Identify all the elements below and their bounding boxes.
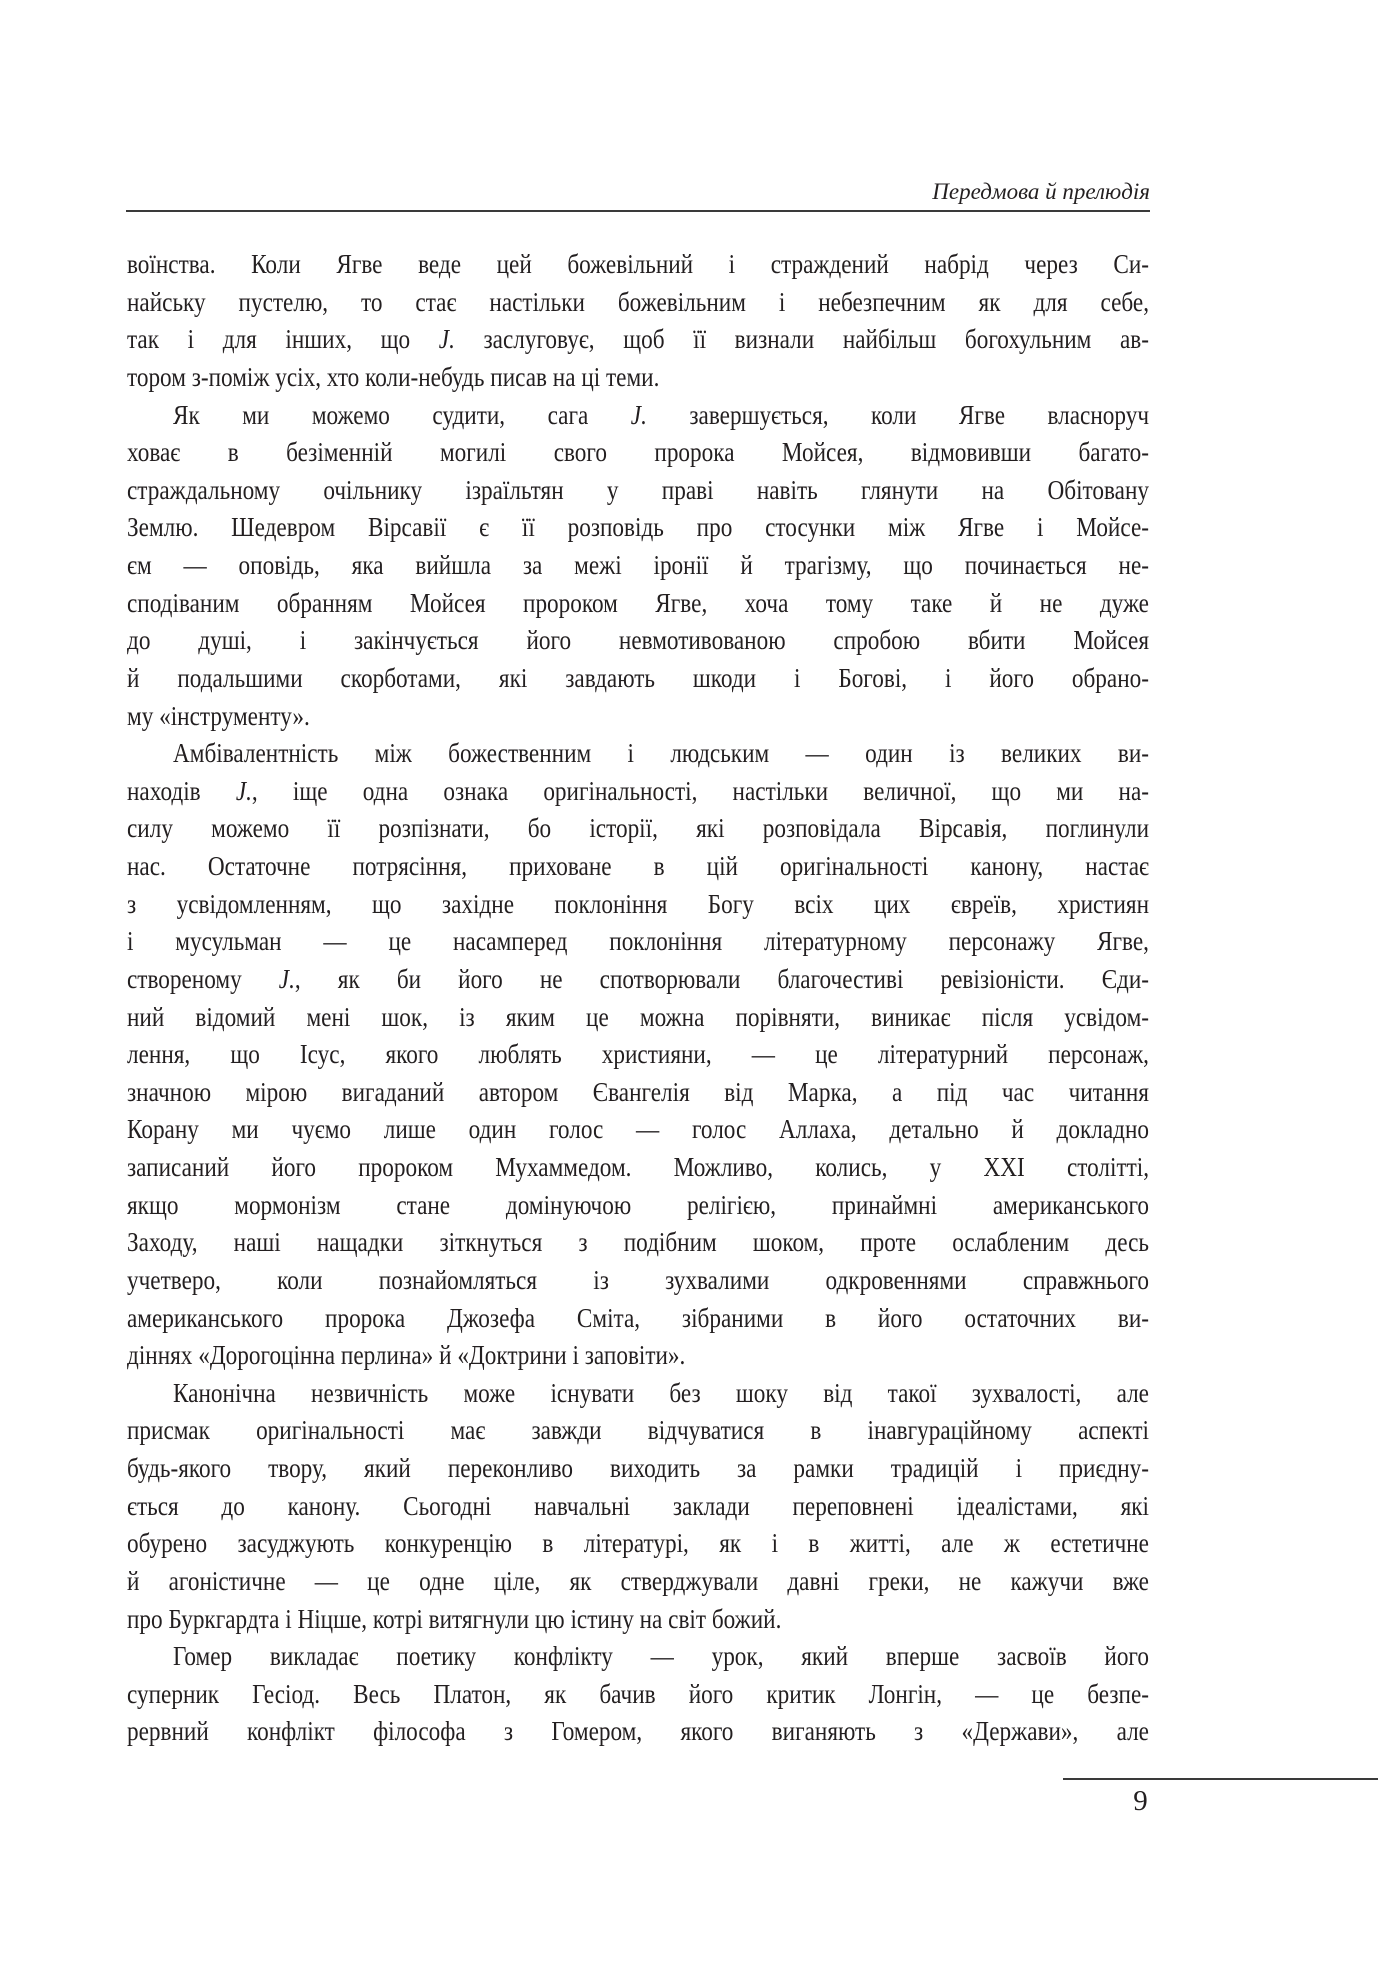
text-segment: воїнства. Коли Ягве веде цей божевільний і страждений набрід через Си- [127, 249, 1149, 279]
text-line [127, 698, 1149, 736]
line-content [127, 810, 1149, 848]
text-segment: суперник Гесіод. Весь Платон, як бачив його критик Лонгін, — це безпе- [127, 1678, 1149, 1709]
text-segment: найську пустелю, то стає настільки божевільним і небезпечним як для себе, [127, 286, 1149, 317]
line-content [127, 1149, 1149, 1187]
line-content [127, 1337, 685, 1375]
text-segment: до душі, і закінчується його невмотивованою спробою вбити Мойсея [127, 625, 1149, 656]
text-segment: рервний конфлікт філософа з Гомером, якого виганяють з «Держави», але [127, 1716, 1149, 1747]
text-line [127, 284, 1149, 322]
paragraph-first-line [127, 1638, 1149, 1676]
text-line [127, 1187, 1149, 1225]
line-content [127, 773, 1149, 811]
text-segment: силу можемо її розпізнати, бо історії, які розповідала Вірсавія, поглинули [127, 813, 1149, 844]
text-line [127, 1337, 1149, 1375]
text-segment: Корану ми чуємо лише один голос — голос Аллаха, детально й докладно [127, 1114, 1149, 1145]
text-segment: значною мірою вигаданий автором Євангелія від Марка, а під час читання [127, 1076, 1149, 1107]
line-content [127, 1300, 1149, 1338]
text-line [127, 434, 1149, 472]
text-line [127, 472, 1149, 510]
text-line [127, 660, 1149, 698]
text-segment: й подальшими скорботами, які завдають шкоди і Богові, і його обрано- [127, 662, 1149, 693]
text-segment: лення, що Ісус, якого люблять християни, — це літературний персонаж, [127, 1039, 1149, 1070]
author-siglum: J. [235, 775, 252, 806]
line-content [127, 1412, 1149, 1450]
text-line [127, 1450, 1149, 1488]
line-content [127, 1187, 1149, 1225]
text-segment: страждальному очільнику ізраїльтян у праві навіть глянути на Обітовану [127, 474, 1149, 505]
text-line [127, 1676, 1149, 1714]
text-segment: учетверо, коли познайомляться із зухвалими одкровеннями справжнього [127, 1264, 1149, 1295]
text-line [127, 1563, 1149, 1601]
text-segment: Гомер викладає поетику конфлікту — урок, який вперше засвоїв його [173, 1641, 1149, 1672]
text-segment: Канонічна незвичність може існувати без шоку від такої зухвалості, але [173, 1377, 1149, 1408]
text-segment: записаний його пророком Мухаммедом. Можливо, колись, у XXI столітті, [127, 1152, 1149, 1182]
line-content [127, 698, 310, 736]
text-segment: ний відомий мені шок, із яким це можна порівняти, виникає після усвідом- [127, 1001, 1149, 1032]
text-line [127, 1036, 1149, 1074]
line-content [127, 622, 1149, 660]
line-content [127, 1224, 1149, 1262]
text-line [127, 999, 1149, 1037]
line-content [127, 923, 1149, 961]
line-content [127, 547, 1149, 585]
author-siglum: J. [278, 963, 295, 994]
text-line [127, 321, 1149, 359]
text-segment: заслуговує, щоб її визнали найбільш богохульним ав- [454, 324, 1149, 355]
line-content [127, 321, 1149, 359]
text-line [127, 923, 1149, 961]
line-content [173, 735, 1149, 773]
text-segment: з усвідомленням, що західне поклоніння Богу всіх цих євреїв, християн [127, 888, 1149, 919]
text-segment: єм — оповідь, яка вийшла за межі іронії й трагізму, що починається не- [127, 550, 1149, 580]
text-line [127, 246, 1149, 284]
text-line [127, 359, 1149, 397]
author-siglum: J. [630, 399, 647, 430]
body-text [127, 246, 1149, 1751]
text-segment: му «інструменту». [127, 700, 310, 731]
line-content [127, 1036, 1149, 1074]
line-content [173, 1638, 1149, 1676]
header-rule [126, 210, 1150, 212]
text-line [127, 509, 1149, 547]
text-segment: так і для інших, що [127, 324, 439, 355]
text-segment: американського пророка Джозефа Сміта, зібраними в його остаточних ви- [127, 1302, 1149, 1333]
text-line [127, 1601, 1149, 1639]
text-line [127, 547, 1149, 585]
text-line [127, 1525, 1149, 1563]
text-line [127, 848, 1149, 886]
line-content [127, 509, 1149, 547]
line-content [127, 660, 1149, 698]
text-line [127, 773, 1149, 811]
text-line [127, 1224, 1149, 1262]
text-segment: находів [127, 775, 236, 806]
text-segment: ховає в безіменній могилі свого пророка Мойсея, відмовивши багато- [127, 437, 1149, 468]
line-content [127, 585, 1149, 623]
line-content [127, 472, 1149, 510]
text-segment: ється до канону. Сьогодні навчальні заклади переповнені ідеалістами, які [127, 1490, 1149, 1521]
text-line [127, 585, 1149, 623]
paragraph-first-line [127, 735, 1149, 773]
line-content [127, 1525, 1149, 1563]
line-content [127, 1074, 1149, 1112]
line-content [127, 848, 1149, 886]
line-content [127, 961, 1149, 999]
text-segment: завершується, коли Ягве власноруч [646, 399, 1149, 430]
text-line [127, 886, 1149, 924]
page-number: 9 [1133, 1785, 1148, 1817]
text-line [127, 1300, 1149, 1338]
line-content [127, 1563, 1149, 1601]
paragraph-first-line [127, 1375, 1149, 1413]
text-segment: присмак оригінальності має завжди відчуватися в інавгураційному аспекті [127, 1415, 1149, 1446]
text-line [127, 961, 1149, 999]
text-segment: будь-якого твору, який переконливо виходить за рамки традицій і приєдну- [127, 1453, 1149, 1483]
text-segment: сподіваним обранням Мойсея пророком Ягве, хоча тому таке й не дуже [127, 587, 1149, 618]
footer-rule [1063, 1778, 1378, 1780]
line-content [173, 397, 1149, 435]
text-line [127, 1074, 1149, 1112]
text-segment: обурено засуджують конкуренцію в літературі, як і в житті, але ж естетичне [127, 1528, 1149, 1559]
text-line [127, 1412, 1149, 1450]
text-line [127, 1149, 1149, 1187]
line-content [127, 246, 1149, 284]
text-segment: про Буркгардта і Ніцше, котрі витягнули цю істину на світ божий. [127, 1603, 782, 1634]
text-line [127, 1488, 1149, 1526]
text-segment: Як ми можемо судити, сага [173, 399, 631, 430]
paragraph-first-line [127, 397, 1149, 435]
text-segment: якщо мормонізм стане домінуючою релігією, принаймні американського [127, 1189, 1149, 1220]
text-segment: й агоністичне — це одне ціле, як стверджували давні греки, не кажучи вже [127, 1565, 1149, 1596]
line-content [127, 999, 1149, 1037]
text-segment: , іще одна ознака оригінальності, настільки величної, що ми на- [251, 775, 1150, 806]
line-content [127, 1713, 1149, 1751]
line-content [127, 284, 1149, 322]
line-content [127, 886, 1149, 924]
text-segment: Амбівалентність між божественним і людським — один із великих ви- [173, 738, 1149, 769]
text-segment: тором з-поміж усіх, хто коли-небудь писав на ці теми. [127, 361, 660, 392]
line-content [127, 1262, 1149, 1300]
text-segment: Заходу, наші нащадки зіткнуться з подібним шоком, проте ослабленим десь [127, 1227, 1149, 1258]
running-head: Передмова й прелюдія [932, 179, 1150, 204]
text-segment: створеному [127, 963, 279, 994]
line-content [173, 1375, 1149, 1413]
text-segment: і мусульман — це насамперед поклоніння літературному персонажу Ягве, [127, 926, 1149, 957]
author-siglum: J. [438, 324, 455, 355]
text-line [127, 1713, 1149, 1751]
line-content [127, 1601, 781, 1639]
line-content [127, 1111, 1149, 1149]
text-segment: нас. Остаточне потрясіння, приховане в цій оригінальності канону, настає [127, 851, 1149, 881]
text-segment: діннях «Дорогоцінна перлина» й «Доктрини і заповіти». [127, 1340, 686, 1371]
line-content [127, 1450, 1149, 1488]
line-content [127, 1676, 1149, 1714]
text-line [127, 1111, 1149, 1149]
text-line [127, 622, 1149, 660]
line-content [127, 434, 1149, 472]
text-line [127, 1262, 1149, 1300]
text-line [127, 810, 1149, 848]
line-content [127, 359, 659, 397]
line-content [127, 1488, 1149, 1526]
text-segment: , як би його не спотворювали благочестиві ревізіоністи. Єди- [294, 963, 1150, 994]
text-segment: Землю. Шедевром Вірсавії є її розповідь про стосунки між Ягве і Мойсе- [127, 512, 1149, 543]
